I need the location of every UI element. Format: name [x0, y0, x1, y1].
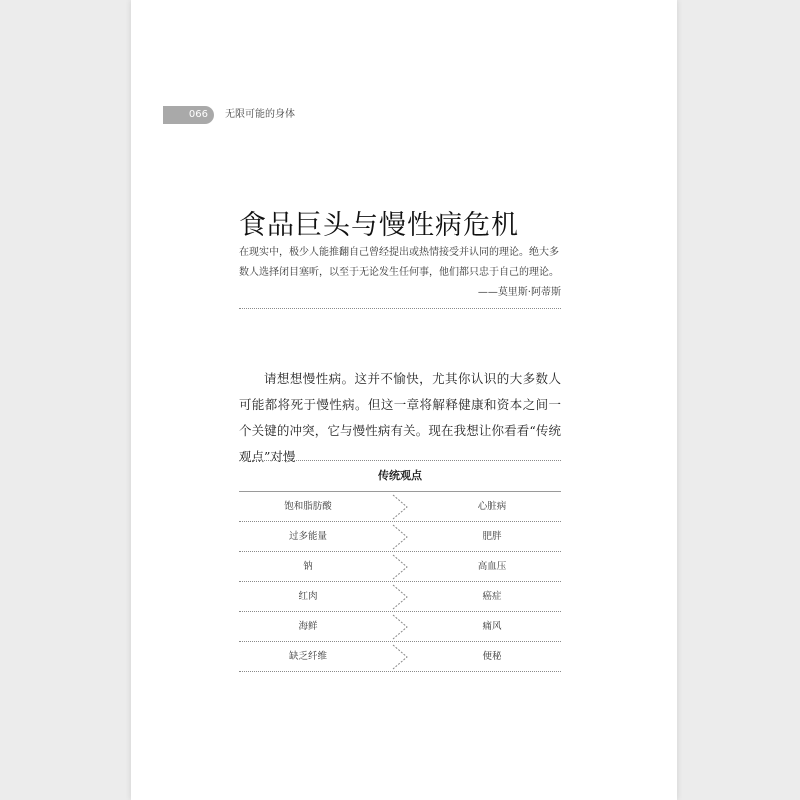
table-cell-effect: 肥胖 [482, 531, 502, 542]
table-cell-effect: 高血压 [477, 561, 507, 572]
table-cell-effect: 痛风 [482, 621, 502, 632]
body-paragraph: 请想想慢性病。这并不愉快，尤其你认识的大多数人可能都将死于慢性病。但这一章将解释健康和资本之间一个关键的冲突，它与慢性病有关。现在我想让你看看“传统观点”对慢 [239, 371, 561, 464]
section-divider [239, 308, 561, 309]
chevron-right-icon [391, 524, 409, 550]
conventional-view-table [239, 460, 561, 672]
table-cell-effect: 便秘 [482, 651, 502, 662]
table-row [239, 552, 561, 582]
table-cell-cause: 过多能量 [288, 531, 327, 542]
table-row [239, 522, 561, 552]
table-row [239, 582, 561, 612]
table-cell-effect: 心脏病 [477, 501, 507, 512]
chevron-right-icon [391, 584, 409, 610]
chevron-right-icon [391, 554, 409, 580]
table-row [239, 492, 561, 522]
table-row [239, 642, 561, 672]
chapter-title: 食品巨头与慢性病危机 [239, 210, 519, 242]
chevron-right-icon [391, 494, 409, 520]
table-cell-effect: 癌症 [482, 591, 502, 602]
table-cell-cause: 红肉 [298, 591, 318, 602]
table-title: 传统观点 [239, 461, 561, 492]
chevron-right-icon [391, 614, 409, 640]
table-row [239, 612, 561, 642]
table-cell-cause: 海鲜 [298, 621, 318, 632]
table-cell-cause: 钠 [303, 561, 313, 572]
table-cell-cause: 饱和脂肪酸 [284, 501, 332, 512]
epigraph [239, 243, 561, 303]
running-head: 无限可能的身体 [225, 109, 295, 120]
page-number-tab [163, 106, 214, 124]
epigraph-attribution: ——莫里斯·阿蒂斯 [477, 287, 561, 298]
chevron-right-icon [391, 644, 409, 670]
page-number: 066 [188, 109, 208, 120]
table-cell-cause: 缺乏纤维 [288, 651, 327, 662]
epigraph-quote: 在现实中，极少人能推翻自己曾经提出或热情接受并认同的理论。绝大多数人选择闭目塞听，以至于无论发生任何事，他们都只忠于自己的理论。 [239, 247, 559, 278]
book-page [131, 0, 677, 800]
